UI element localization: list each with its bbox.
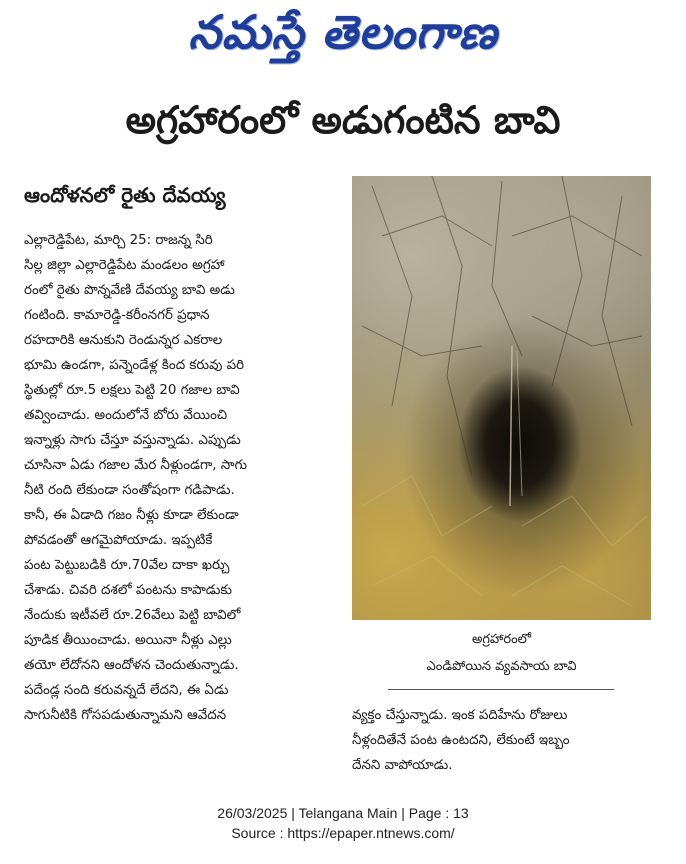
article-continuation: [352, 703, 652, 778]
article-photo: [352, 176, 651, 620]
text-line: కానీ, ఈ ఏడాది గజం నీళ్లు కూడా లేకుండా: [24, 508, 239, 523]
masthead: [0, 0, 686, 76]
text-line: ఎల్లారెడ్డిపేట, మార్చి 25: రాజన్న సిరి: [24, 233, 213, 248]
article-body: [24, 228, 342, 728]
photo-caption-line1: అగ్రహారంలో: [471, 632, 532, 647]
text-line: తయో లేదోనని ఆందోళన చెందుతున్నాడు.: [24, 658, 239, 673]
dry-well-photo-illustration: [352, 176, 651, 620]
text-line: చేశాడు. చివరి దశలో పంటను కాపాడుకు: [24, 583, 232, 598]
text-line: నేందుకు ఇటీవలే రూ.26వేలు పెట్టి బావిలో: [24, 608, 241, 623]
text-line: పోవడంతో ఆగమైపోయాడు. ఇప్పటికే: [24, 533, 213, 548]
photo-caption-line2: ఎండిపోయిన వ్యవసాయ బావి: [426, 659, 577, 674]
caption-divider: [388, 689, 614, 690]
text-line: రంలో రైతు పొన్నవేణి దేవయ్య బావి అడు: [24, 283, 235, 298]
article-subheadline: ఆందోళనలో రైతు దేవయ్య: [24, 183, 226, 207]
text-line: పూడిక తీయించాడు. అయినా నీళ్లు ఎల్లు: [24, 633, 232, 648]
article-headline: అగ్రహారంలో అడుగంటిన బావి: [125, 98, 561, 142]
text-line: సాగునీటికి గోసపడుతున్నామని ఆవేదన: [24, 708, 227, 723]
text-line: పంట పెట్టుబడికి రూ.70వేల దాకా ఖర్చు: [24, 558, 230, 573]
newspaper-logo: నమస్తే తెలంగాణ: [188, 5, 498, 59]
text-line: నీళ్లందితేనే పంట ఉంటదని, లేకుంటే ఇబ్బం: [352, 733, 570, 748]
text-line: భూమి ఉండగా, పన్నెండేళ్ల కింద కరువు పరి: [24, 358, 245, 373]
text-line: చూసినా ఏడు గజాల మేర నీళ్లుండగా, సాగు: [24, 458, 248, 473]
text-line: తవ్వించాడు. అందులోనే బోరు వేయించి: [24, 408, 228, 423]
text-line: పదేండ్ల సంది కరువన్నదే లేదని, ఈ ఏడు: [24, 683, 229, 698]
text-line: సిల్ల జిల్లా ఎల్లారెడ్డిపేట మండలం అగ్రహా: [24, 258, 225, 273]
text-line: వ్యక్తం చేస్తున్నాడు. ఇంక పదిహేను రోజులు: [352, 708, 568, 723]
footer-date-line: 26/03/2025 | Telangana Main | Page : 13: [217, 805, 469, 821]
text-line: నీటి రంది లేకుండా సంతోషంగా గడిపాడు.: [24, 483, 235, 498]
text-line: దేనని వాపోయాడు.: [352, 758, 453, 773]
footer-source-line: Source : https://epaper.ntnews.com/: [231, 825, 455, 841]
text-line: స్థితుల్లో రూ.5 లక్షలు పెట్టి 20 గజాల బావి: [24, 383, 240, 398]
text-line: గంటింది. కామారెడ్డి-కరీంనగర్ ప్రధాన: [24, 308, 210, 323]
text-line: రహదారికి ఆనుకుని రెండున్నర ఎకరాల: [24, 333, 223, 348]
text-line: ఇన్నాళ్లు సాగు చేస్తూ వస్తున్నాడు. ఎప్పుడు: [24, 433, 241, 448]
